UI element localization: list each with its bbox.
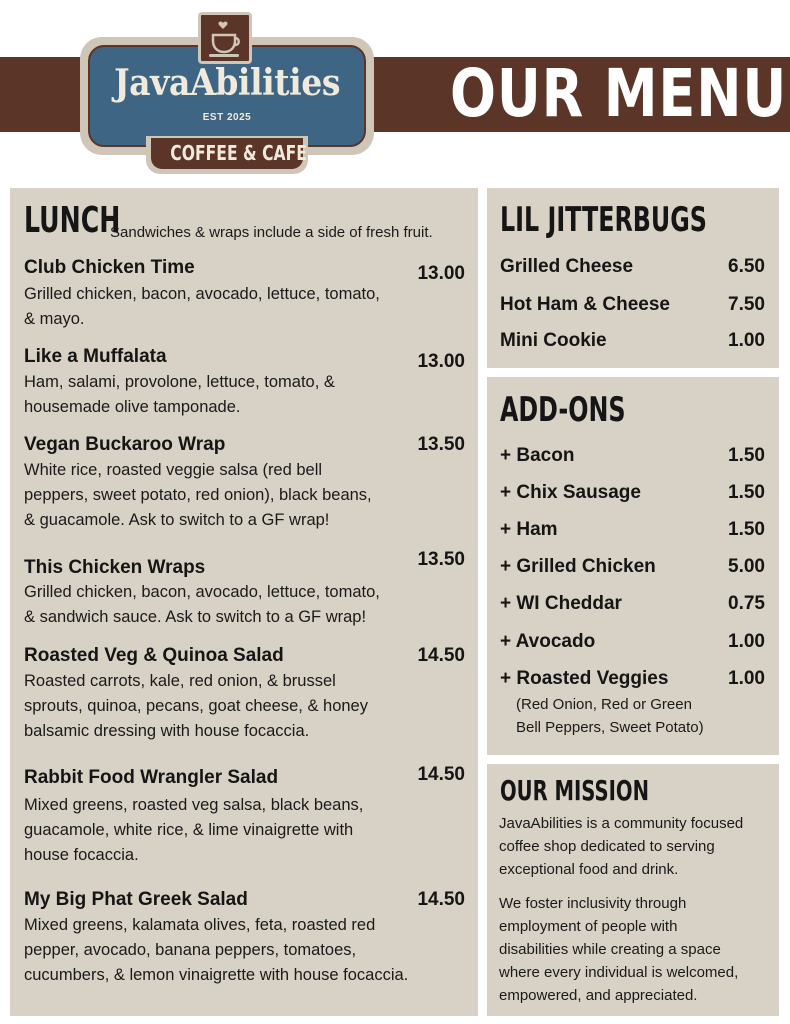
kids-item-name: Grilled Cheese — [500, 256, 634, 277]
mission-line: employment of people with — [499, 918, 678, 935]
add-on-name: + Avocado — [500, 631, 596, 652]
add-on-name: + Roasted Veggies — [500, 668, 669, 689]
mission-heading: OUR MISSION — [500, 774, 650, 807]
add-on-price: 1.00 — [728, 631, 765, 652]
lunch-item-desc — [24, 282, 464, 332]
add-on-price: 1.50 — [728, 519, 765, 540]
kids-item-price: 1.00 — [728, 330, 765, 351]
logo-subtitle — [151, 138, 307, 169]
add-on-price: 1.50 — [728, 482, 765, 503]
mission-line: We foster inclusivity through — [499, 895, 687, 912]
desc-line: balsamic dressing with house focaccia. — [24, 722, 310, 740]
lunch-item-name: Vegan Buckaroo Wrap — [24, 434, 226, 455]
desc-line: & mayo. — [24, 310, 85, 328]
lunch-item-price: 13.00 — [417, 351, 465, 372]
lunch-item-desc — [24, 913, 464, 988]
add-on-price: 1.00 — [728, 668, 765, 689]
add-on-name: + WI Cheddar — [500, 593, 622, 614]
desc-line: house focaccia. — [24, 846, 139, 864]
mission-line: empowered, and appreciated. — [499, 987, 698, 1004]
lunch-item-price: 13.50 — [417, 434, 465, 455]
page-title: OUR MENU — [450, 55, 788, 132]
add-on-price: 0.75 — [728, 593, 765, 614]
lunch-item-desc — [24, 669, 464, 744]
lunch-note: Sandwiches & wraps include a side of fresh fruit. — [110, 224, 433, 241]
logo-est: EST 2025 — [202, 112, 252, 123]
kids-item-name: Hot Ham & Cheese — [500, 294, 670, 315]
lunch-item-price: 14.50 — [417, 889, 465, 910]
mission-line: coffee shop dedicated to serving — [499, 838, 715, 855]
desc-line: Roasted carrots, kale, red onion, & brussel — [24, 672, 336, 690]
lil-jitterbugs-heading: LIL JITTERBUGS — [500, 200, 707, 240]
desc-line: sprouts, quinoa, pecans, goat cheese, & honey — [24, 697, 368, 715]
lunch-item-desc — [24, 370, 464, 420]
lunch-item-price: 14.50 — [417, 645, 465, 666]
lunch-item-price: 13.50 — [417, 549, 465, 570]
note-line: Bell Peppers, Sweet Potato) — [516, 719, 704, 736]
lunch-item-name: Like a Muffalata — [24, 346, 167, 367]
mission-paragraph-2 — [499, 892, 738, 1007]
lunch-item-desc — [24, 793, 464, 868]
roasted-veggies-note — [516, 693, 704, 739]
lunch-item-name: Club Chicken Time — [24, 257, 195, 278]
kids-item-price: 6.50 — [728, 256, 765, 277]
desc-line: White rice, roasted veggie salsa (red bell — [24, 461, 323, 479]
lunch-item-name: Roasted Veg & Quinoa Salad — [24, 645, 284, 666]
mission-line: JavaAbilities is a community focused — [499, 815, 744, 832]
add-on-name: + Bacon — [500, 445, 575, 466]
desc-line: Grilled chicken, bacon, avocado, lettuce, tomato, — [24, 285, 380, 303]
desc-line: pepper, avocado, banana peppers, tomatoes, — [24, 941, 357, 959]
lunch-item-desc — [24, 580, 464, 630]
mission-line: disabilities while creating a space — [499, 941, 721, 958]
add-ons-heading: ADD-ONS — [500, 390, 626, 430]
note-line: (Red Onion, Red or Green — [516, 696, 692, 713]
add-on-price: 5.00 — [728, 556, 765, 577]
mission-paragraph-1 — [499, 812, 743, 881]
add-on-price: 1.50 — [728, 445, 765, 466]
lunch-item-price: 13.00 — [417, 263, 465, 284]
desc-line: Grilled chicken, bacon, avocado, lettuce, tomato, — [24, 583, 380, 601]
add-on-name: + Ham — [500, 519, 558, 540]
desc-line: Mixed greens, roasted veg salsa, black beans, — [24, 796, 364, 814]
logo-subtitle-text: COFFEE & CAFE — [170, 141, 307, 165]
desc-line: guacamole, white rice, & lime vinaigrette with — [24, 821, 354, 839]
lunch-item-name: My Big Phat Greek Salad — [24, 889, 248, 910]
lunch-item-name: Rabbit Food Wrangler Salad — [24, 767, 279, 788]
desc-line: peppers, sweet potato, red onion), black beans, — [24, 486, 372, 504]
desc-line: cucumbers, & lemon vinaigrette with house focaccia. — [24, 966, 409, 984]
logo-name: JavaAbilities — [113, 62, 341, 104]
kids-item-price: 7.50 — [728, 294, 765, 315]
add-on-name: + Chix Sausage — [500, 482, 641, 503]
mission-line: where every individual is welcomed, — [499, 964, 739, 981]
coffee-cup-heart-icon — [204, 19, 246, 61]
desc-line: housemade olive tamponade. — [24, 398, 241, 416]
add-on-name: + Grilled Chicken — [500, 556, 656, 577]
mission-line: exceptional food and drink. — [499, 861, 679, 878]
logo-cup-box — [198, 12, 252, 64]
lunch-heading: LUNCH — [24, 200, 121, 241]
lunch-item-price: 14.50 — [417, 764, 465, 785]
lunch-item-name: This Chicken Wraps — [24, 557, 206, 578]
desc-line: Mixed greens, kalamata olives, feta, roasted red — [24, 916, 376, 934]
desc-line: Ham, salami, provolone, lettuce, tomato, & — [24, 373, 335, 391]
lunch-item-desc — [24, 458, 464, 533]
desc-line: & guacamole. Ask to switch to a GF wrap! — [24, 511, 330, 529]
desc-line: & sandwich sauce. Ask to switch to a GF wrap! — [24, 608, 367, 626]
kids-item-name: Mini Cookie — [500, 330, 607, 351]
